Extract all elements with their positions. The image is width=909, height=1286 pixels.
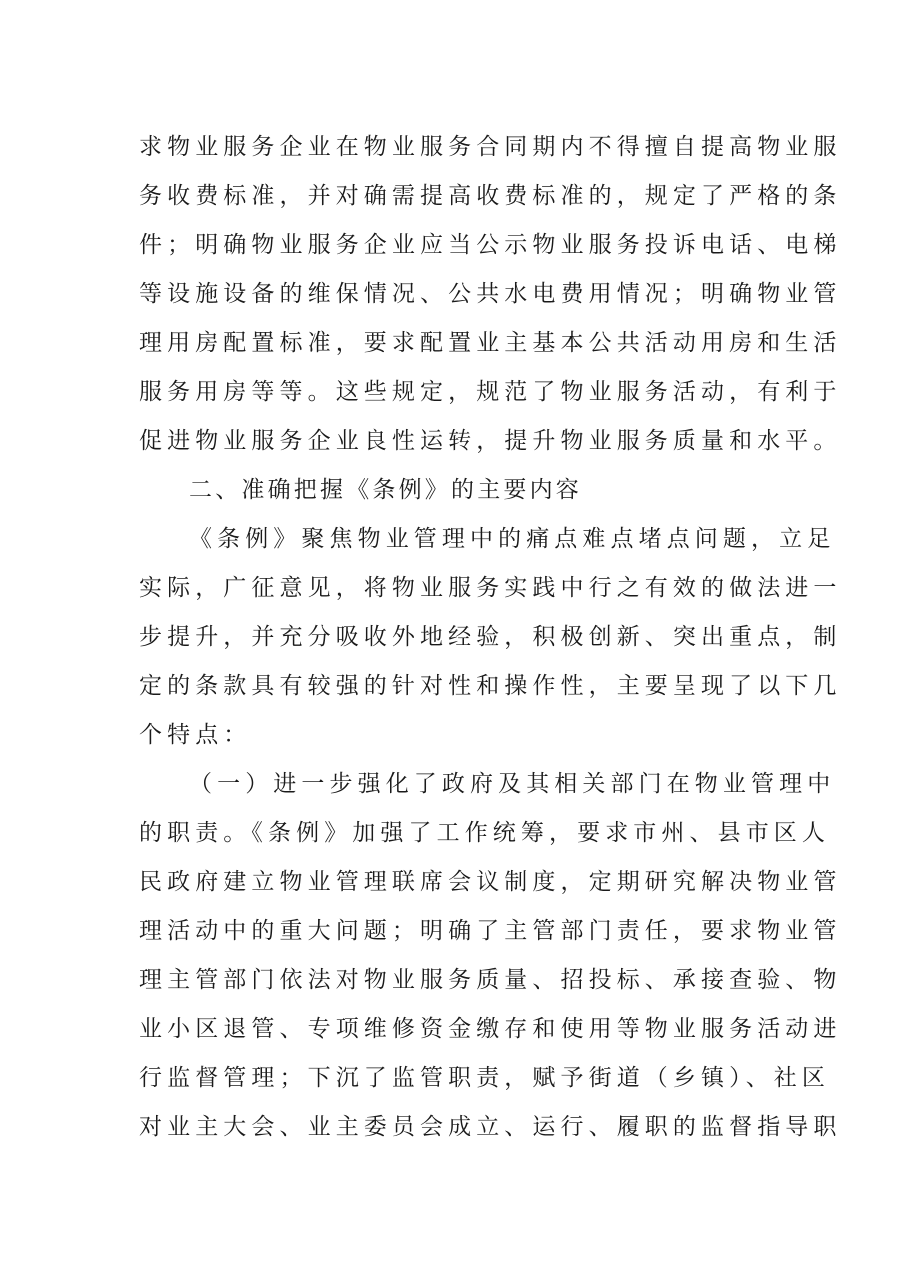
paragraph-line: 个特点： bbox=[139, 722, 252, 748]
paragraph-line: 件；明确物业服务企业应当公示物业服务投诉电话、电梯 bbox=[139, 232, 842, 258]
document-body bbox=[139, 123, 842, 1152]
paragraph-line: 实际，广征意见，将物业服务实践中行之有效的做法进一 bbox=[139, 575, 842, 601]
paragraph-line: 理用房配置标准，要求配置业主基本公共活动用房和生活 bbox=[139, 330, 842, 356]
paragraph-line: 民政府建立物业管理联席会议制度，定期研究解决物业管 bbox=[139, 869, 842, 895]
paragraph-line: 业小区退管、专项维修资金缴存和使用等物业服务活动进 bbox=[139, 1016, 842, 1042]
paragraph-line: 步提升，并充分吸收外地经验，积极创新、突出重点，制 bbox=[139, 624, 842, 650]
paragraph-line: 等设施设备的维保情况、公共水电费用情况；明确物业管 bbox=[139, 281, 842, 307]
section-heading: 二、准确把握《条例》的主要内容 bbox=[189, 477, 582, 503]
paragraph-line: 对业主大会、业主委员会成立、运行、履职的监督指导职 bbox=[139, 1114, 842, 1140]
paragraph-line: 《条例》聚焦物业管理中的痛点难点堵点问题，立足 bbox=[189, 526, 836, 552]
paragraph-line: 促进物业服务企业良性运转，提升物业服务质量和水平。 bbox=[139, 428, 842, 454]
paragraph-line: 求物业服务企业在物业服务合同期内不得擅自提高物业服 bbox=[139, 134, 842, 160]
paragraph-line: 理主管部门依法对物业服务质量、招投标、承接查验、物 bbox=[139, 967, 842, 993]
paragraph-line: 定的条款具有较强的针对性和操作性，主要呈现了以下几 bbox=[139, 673, 842, 699]
paragraph-line: 务收费标准，并对确需提高收费标准的，规定了严格的条 bbox=[139, 183, 842, 209]
paragraph-line: 行监督管理；下沉了监管职责，赋予街道（乡镇）、社区 bbox=[139, 1065, 830, 1091]
paragraph-line: 理活动中的重大问题；明确了主管部门责任，要求物业管 bbox=[139, 918, 842, 944]
subsection-heading-line: （一）进一步强化了政府及其相关部门在物业管理中 bbox=[189, 771, 836, 797]
paragraph-line: 服务用房等等。这些规定，规范了物业服务活动，有利于 bbox=[139, 379, 842, 405]
paragraph-line: 的职责。《条例》加强了工作统筹，要求市州、县市区人 bbox=[139, 820, 830, 846]
